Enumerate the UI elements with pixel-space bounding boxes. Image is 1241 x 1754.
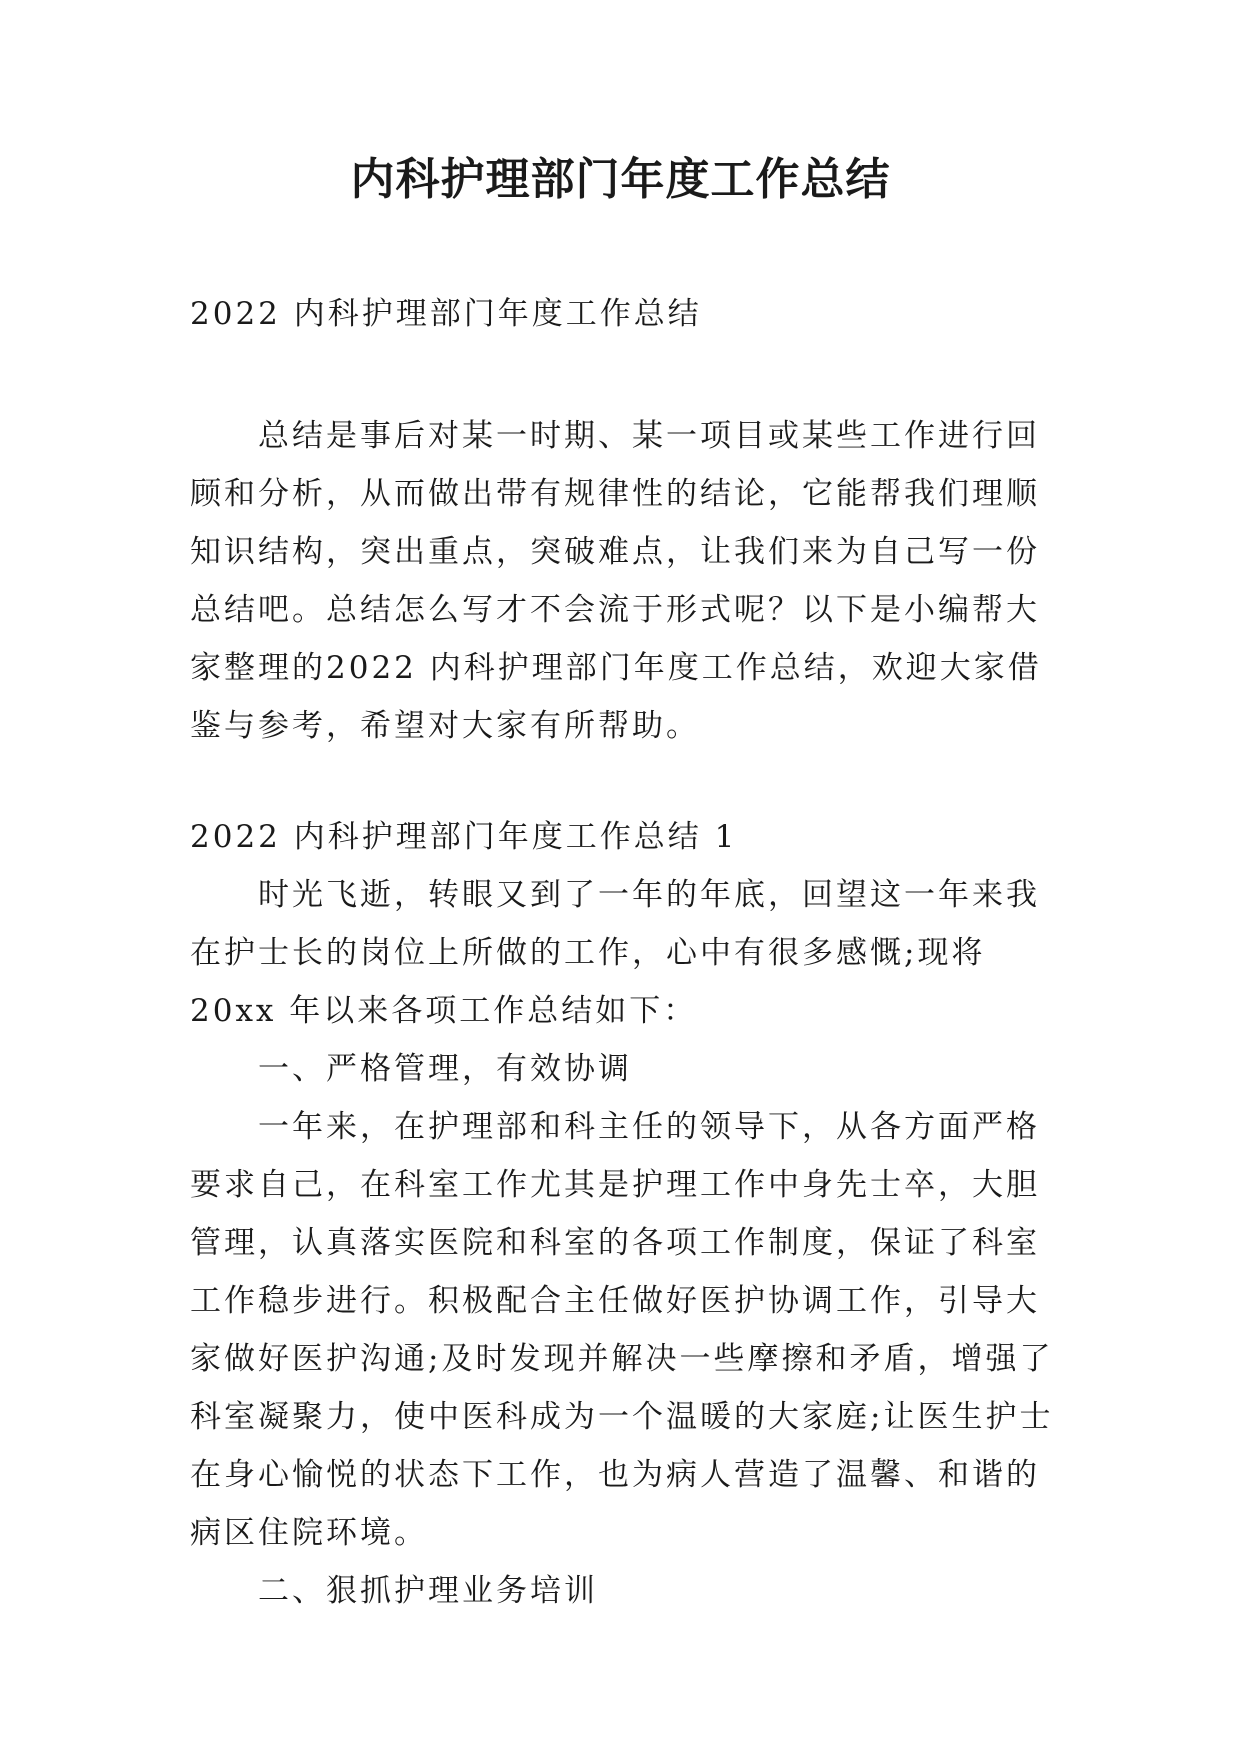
heading-training: 二、狠抓护理业务培训 — [258, 1573, 598, 1609]
paragraph-opening: 时光飞逝，转眼又到了一年的年底，回望这一年来我在护士长的岗位上所做的工作，心中有很多感慨;现将 20xx 年以来各项工作总结如下： — [190, 877, 1040, 1029]
section-heading: 2022 内科护理部门年度工作总结 1 — [190, 819, 738, 855]
section-content — [190, 866, 1060, 1620]
document-title: 内科护理部门年度工作总结 — [350, 154, 891, 205]
document-subtitle: 2022 内科护理部门年度工作总结 — [190, 296, 702, 332]
heading-management: 一、严格管理，有效协调 — [258, 1051, 632, 1087]
paragraph-management: 一年来，在护理部和科主任的领导下，从各方面严格要求自己，在科室工作尤其是护理工作中身先士卒，大胆管理，认真落实医院和科室的各项工作制度，保证了科室工作稳步进行。积极配合主任做好医护协调工作，引导大家做好医护沟通;及时发现并解决一些摩擦和矛盾，增强了科室凝聚力，使中医科成为一个温暖的大家庭;让医生护士在身心愉悦的状态下工作，也为病人营造了温馨、和谐的病区住院环境。 — [190, 1109, 1054, 1551]
intro-paragraph: 总结是事后对某一时期、某一项目或某些工作进行回顾和分析，从而做出带有规律性的结论，它能帮我们理顺知识结构，突出重点，突破难点，让我们来为自己写一份总结吧。总结怎么写才不会流于形式呢？以下是小编帮大家整理的2022 内科护理部门年度工作总结，欢迎大家借鉴与参考，希望对大家有所帮助。 — [190, 418, 1042, 744]
